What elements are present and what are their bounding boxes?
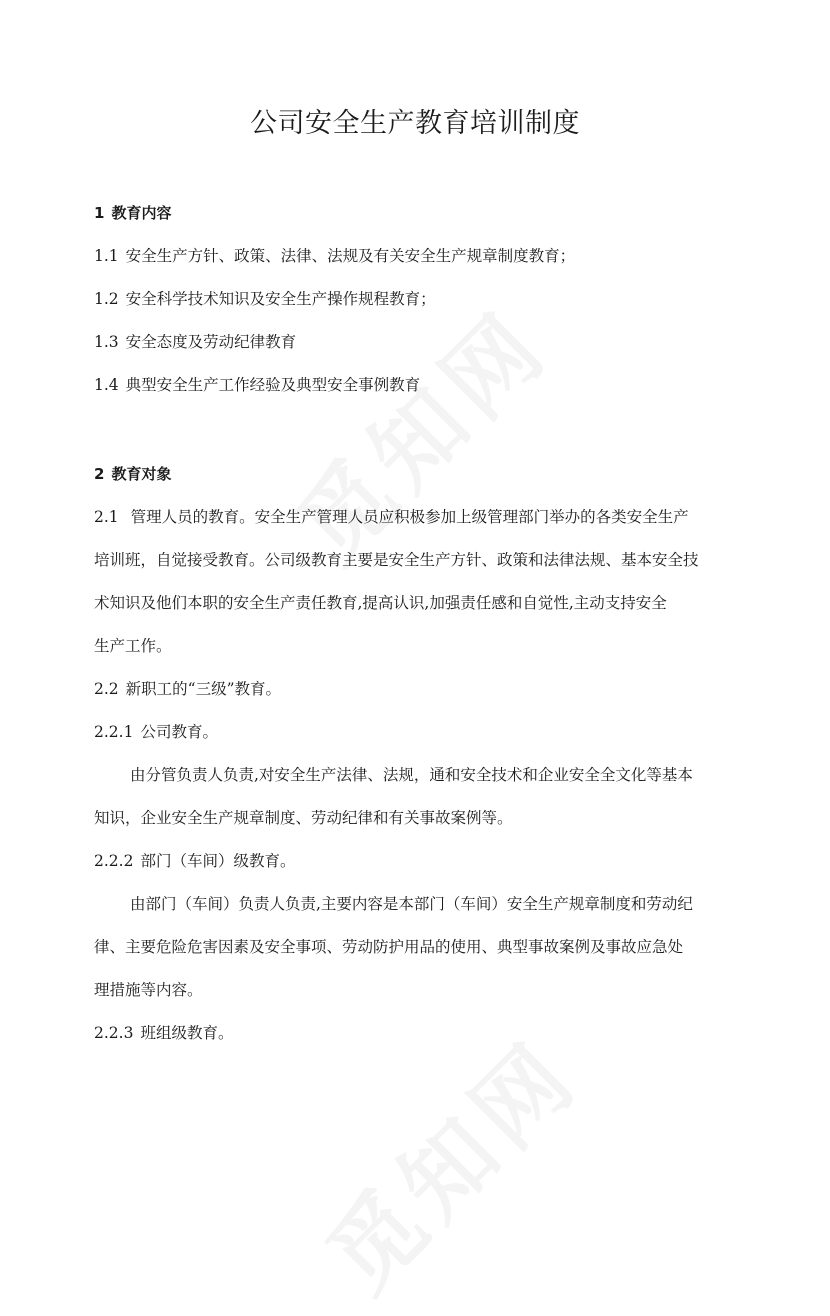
paragraph-text: 管理人员的教育。安全生产管理人员应积极参加上级管理部门举办的各类安全生产 — [130, 508, 689, 526]
paragraph-line: 由部门（车间）负责人负责,主要内容是本部门（车间）安全生产规章制度和劳动纪 — [130, 895, 693, 913]
list-item — [94, 374, 750, 396]
paragraph-line — [94, 506, 750, 528]
section-title: 教育对象 — [111, 465, 172, 483]
item-number: 2.2.3 — [94, 1024, 134, 1042]
section-heading — [94, 202, 750, 224]
subsection-title — [94, 1022, 750, 1044]
list-item — [94, 288, 750, 310]
item-text: 新职工的“三级”教育。 — [125, 680, 282, 698]
item-text: 班组级教育。 — [140, 1024, 234, 1042]
subsection-title — [94, 721, 750, 743]
item-number: 1.3 — [94, 333, 119, 351]
paragraph-line: 术知识及他们本职的安全生产责任教育,提高认识,加强责任感和自觉性,主动支持安全 — [94, 594, 667, 612]
section-title: 教育内容 — [111, 204, 172, 222]
subsection-title — [94, 850, 750, 872]
list-item — [94, 245, 750, 267]
list-item — [94, 678, 750, 700]
section-number: 1 — [94, 204, 105, 222]
item-number: 2.2 — [94, 680, 119, 698]
page-title: 公司安全生产教育培训制度 — [250, 108, 580, 139]
watermark — [263, 276, 573, 586]
item-number: 2.2.2 — [94, 852, 134, 870]
paragraph-line: 生产工作。 — [94, 637, 172, 655]
watermark — [293, 1006, 603, 1316]
item-text: 安全态度及劳动纪律教育 — [125, 333, 297, 351]
item-text: 公司教育。 — [140, 723, 218, 741]
section-heading — [94, 463, 750, 485]
paragraph-line: 由分管负责人负责,对安全生产法律、法规，通和安全技术和企业安全全文化等基本 — [130, 766, 693, 784]
paragraph-line: 律、主要危险危害因素及安全事项、劳动防护用品的使用、典型事故案例及事故应急处 — [94, 938, 684, 956]
item-text: 典型安全生产工作经验及典型安全事例教育 — [125, 376, 421, 394]
paragraph-line: 理措施等内容。 — [94, 981, 203, 999]
item-number: 1.2 — [94, 290, 119, 308]
item-number: 1.1 — [94, 247, 119, 265]
item-text: 部门（车间）级教育。 — [140, 852, 296, 870]
list-item — [94, 331, 750, 353]
paragraph-line: 知识，企业安全生产规章制度、劳动纪律和有关事故案例等。 — [94, 809, 513, 827]
item-text: 安全生产方针、政策、法律、法规及有关安全生产规章制度教育； — [125, 247, 576, 265]
paragraph-line: 培训班，自觉接受教育。公司级教育主要是安全生产方针、政策和法律法规、基本安全技 — [94, 551, 699, 569]
item-number: 2.2.1 — [94, 723, 134, 741]
item-number: 2.1 — [94, 508, 119, 526]
section-number: 2 — [94, 465, 105, 483]
item-text: 安全科学技术知识及安全生产操作规程教育； — [125, 290, 436, 308]
item-number: 1.4 — [94, 376, 119, 394]
